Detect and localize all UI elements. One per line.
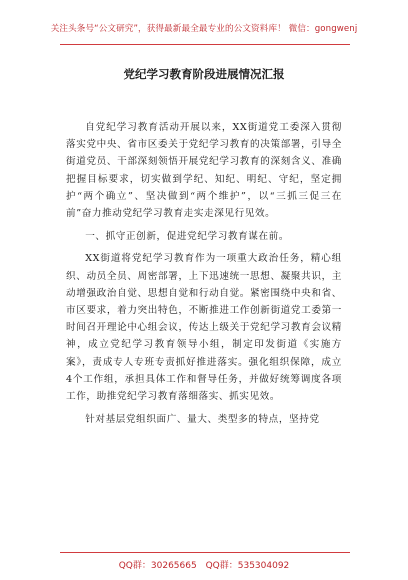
body-paragraph: 自党纪学习教育活动开展以来，XX街道党工委深入贯彻落实党中央、省市区委关于党纪学习教育的决策部署，引导全街道党员、干部深刻领悟开展党纪学习教育的深刻含义、准确把握目标要求，切实做到学纪、知纪、明纪、守纪，坚定拥护“两个确立”、坚决做到“两个维护”，以“三抓三促三在前”奋力推动党纪学习教育走实走深见行见效。 — [66, 122, 342, 220]
footer-qq-group-1: QQ群：30265665 — [118, 561, 197, 571]
header-divider — [60, 44, 350, 45]
header-promo-text: 关注头条号“公文研究”，获得最新最全最专业的公文资料库！ 微信：gongwenj — [50, 24, 358, 34]
document-title: 党纪学习教育阶段进展情况汇报 — [123, 67, 285, 81]
footer-qq-group-2: QQ群：535304092 — [205, 561, 290, 571]
body-paragraph: 针对基层党组织面广、量大、类型多的特点，坚持党 — [85, 414, 320, 426]
section-heading: 一、抓守正创新，促进党纪学习教育谋在前。 — [85, 231, 290, 243]
footer-qq-groups — [0, 558, 408, 571]
body-paragraph: XX街道将党纪学习教育作为一项重大政治任务，精心组织、动员全员、周密部署，上下迅速统一思想、凝聚共识，主动增强政治自觉、思想自觉和行动自觉。紧密围绕中央和省、市区要求，着力突出特色，不断推进工作创新街道党工委第一时间召开理论中心组会议，传达上级关于党纪学习教育会议精神，成立党纪学习教育领导小组，制定印发街道《实施方案》，责成专人专班专责抓好推进落实。强化组织保障，成立4个工作组，承担具体工作和督导任务，并做好统筹调度各项工作，助推党纪学习教育落细落实、抓实见效。 — [66, 253, 342, 403]
document-body — [66, 119, 342, 434]
footer-divider — [60, 552, 350, 553]
